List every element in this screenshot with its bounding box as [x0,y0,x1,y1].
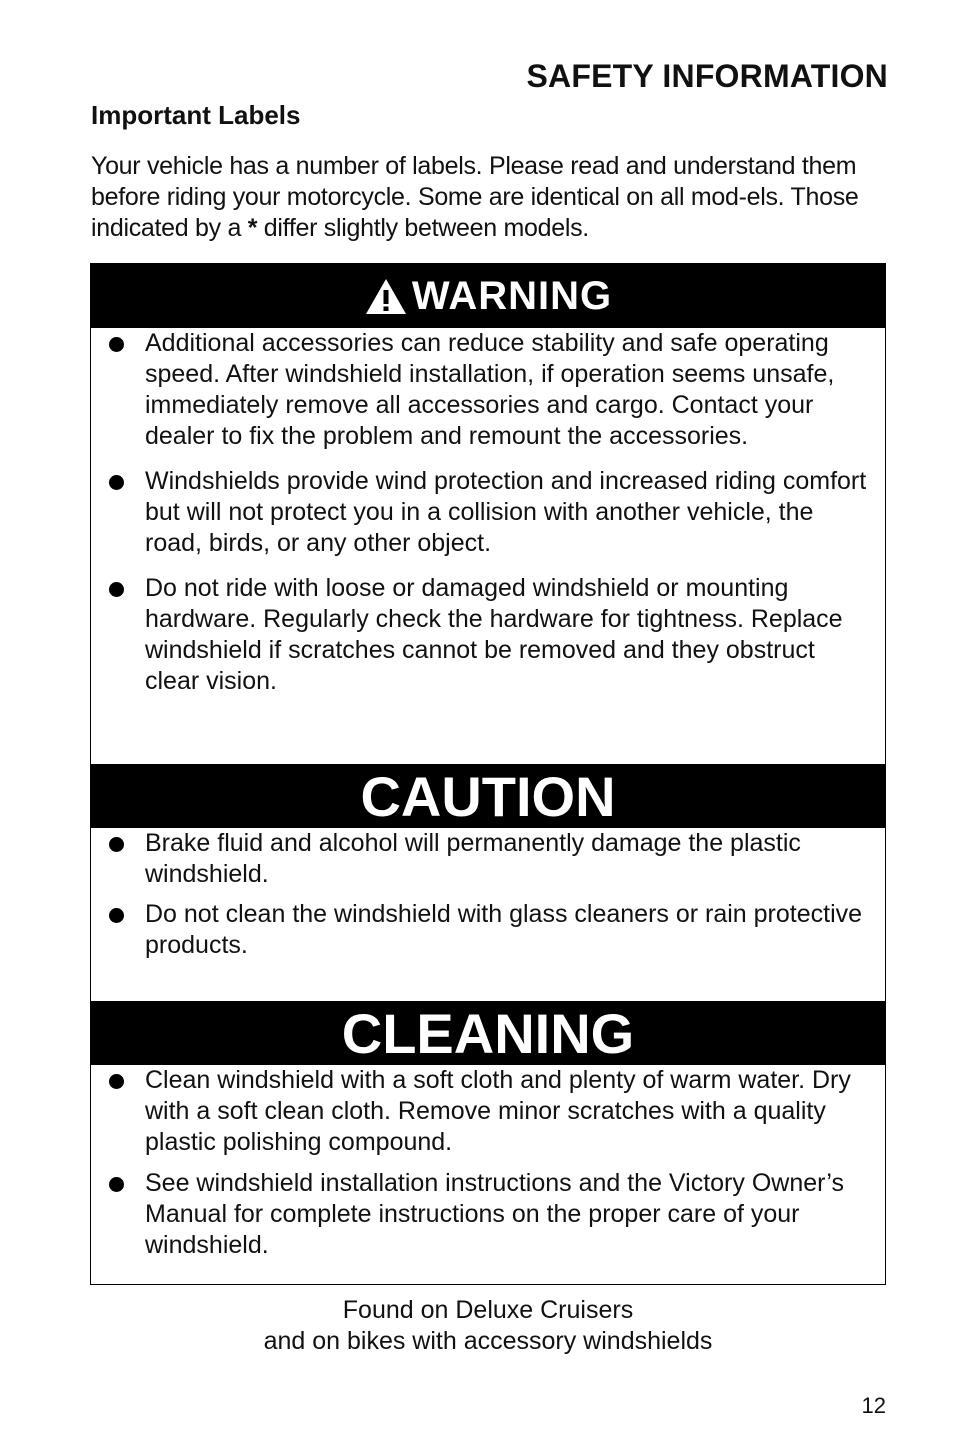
warning-banner [91,264,885,328]
bullet-icon [109,475,124,490]
list-item [91,1065,885,1158]
bullet-icon [109,908,124,923]
list-item-text: Do not clean the windshield with glass cleaners or rain protective products. [145,900,863,959]
safety-label [90,263,886,1285]
cleaning-title: CLEANING [341,1001,635,1065]
footnote-line-1: Found on Deluxe Cruisers [342,1296,634,1324]
bullet-icon [109,337,124,352]
intro-star: * [247,214,258,242]
intro-paragraph [91,151,891,244]
list-item-text: Windshields provide wind protection and increased riding comfort but will not protect you in a collision with another vehicle, the road, birds, or any other object. [145,467,867,557]
caution-title: CAUTION [360,764,616,828]
list-item-text: Do not ride with loose or damaged windshield or mounting hardware. Regularly check the hardware for tightness. Replace windshield if scratches cannot be removed and they obstruct clear vision. [145,574,843,695]
list-item [91,899,885,961]
bullet-icon [109,1074,124,1089]
list-item-text: Additional accessories can reduce stability and safe operating speed. After windshield installation, if operation seems unsafe, immediately remove all accessories and cargo. Contact your dealer to fix the problem and remount the accessories. [145,329,835,450]
cleaning-banner [91,1001,885,1065]
page-number: 12 [861,1393,886,1418]
list-item-text: Brake fluid and alcohol will permanently damage the plastic windshield. [145,829,801,888]
cleaning-list [91,1065,885,1261]
list-item-text: See windshield installation instructions and the Victory Owner’s Manual for complete instructions on the proper care of your windshield. [145,1169,844,1259]
caution-banner [91,764,885,828]
list-item-text: Clean windshield with a soft cloth and plenty of warm water. Dry with a soft clean cloth. Remove minor scratches with a quality plastic polishing compound. [145,1066,851,1156]
bullet-icon [109,837,124,852]
bullet-icon [109,582,124,597]
warning-list [91,328,885,764]
subheading-important-labels: Important Labels [91,100,301,130]
caution-list [91,828,885,1001]
warning-title: WARNING [411,273,613,318]
intro-text-before: Your vehicle has a number of labels. Please read and understand them before riding your motorcycle. Some are identical on all mod-els. Those indicated by a [91,152,859,242]
list-item [91,328,885,452]
list-item [91,828,885,890]
warning-triangle-icon [364,276,408,316]
footnote-line-2: and on bikes with accessory windshields [263,1327,713,1355]
bullet-icon [109,1177,124,1192]
list-item [91,466,885,559]
section-title: SAFETY INFORMATION [526,58,888,94]
list-item [91,573,885,697]
list-item [91,1168,885,1261]
intro-text-after: differ slightly between models. [257,214,589,242]
label-location-note [90,1295,886,1357]
